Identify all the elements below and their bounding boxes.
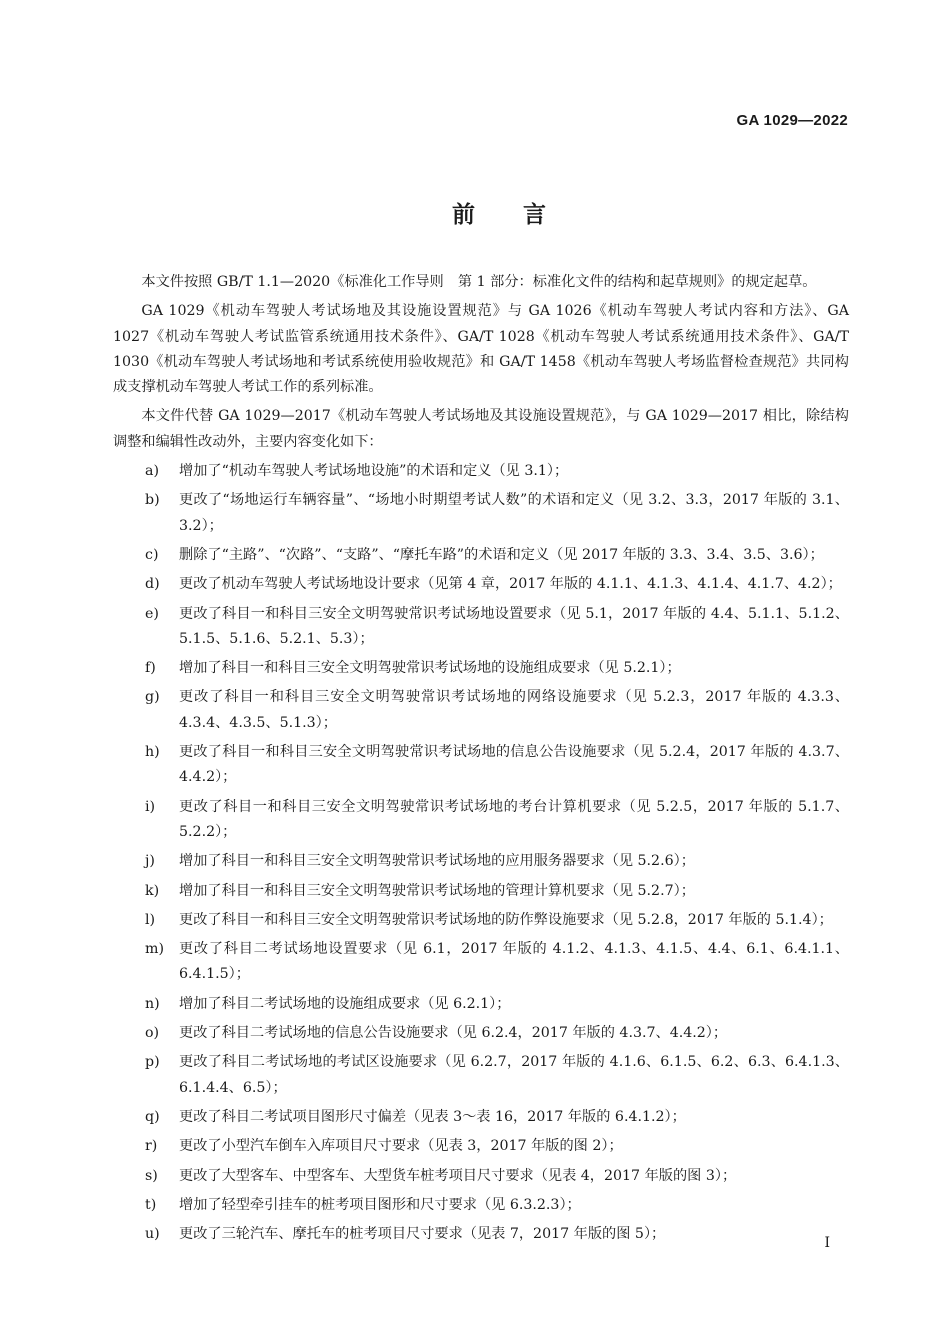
list-item-text: 更改了科目二考试项目图形尺寸偏差（见表 3～表 16，2017 年版的 6.4.1.2）； bbox=[179, 1108, 686, 1125]
list-item-text: 更改了科目一和科目三安全文明驾驶常识考试场地的考台计算机要求（见 5.2.5，2017 年版的 5.1.7、5.2.2）； bbox=[179, 798, 849, 840]
list-item-text: 更改了科目一和科目三安全文明驾驶常识考试场地的防作弊设施要求（见 5.2.8，2017 年版的 5.1.4）； bbox=[179, 911, 833, 928]
list-item-marker: r) bbox=[145, 1138, 158, 1155]
list-item-text: 更改了科目一和科目三安全文明驾驶常识考试场地设置要求（见 5.1，2017 年版的 4.4、5.1.1、5.1.2、5.1.5、5.1.6、5.2.1、5.3）； bbox=[179, 605, 849, 647]
list-item-text: 增加了轻型牵引挂车的桩考项目图形和尺寸要求（见 6.3.2.3）； bbox=[179, 1196, 581, 1213]
list-item-marker: p) bbox=[145, 1054, 160, 1071]
list-item-text: 更改了三轮汽车、摩托车的桩考项目尺寸要求（见表 7，2017 年版的图 5）； bbox=[179, 1226, 666, 1243]
list-item-text: 更改了科目二考试场地设置要求（见 6.1，2017 年版的 4.1.2、4.1.3、4.1.5、4.4、6.1、6.4.1.1、6.4.1.5）； bbox=[179, 941, 849, 983]
list-item-text: 增加了科目一和科目三安全文明驾驶常识考试场地的应用服务器要求（见 5.2.6）； bbox=[179, 853, 695, 870]
list-item-marker: k) bbox=[145, 882, 160, 899]
list-item bbox=[113, 685, 849, 736]
list-item bbox=[113, 1164, 849, 1189]
list-item bbox=[113, 937, 849, 988]
list-item-text: 增加了科目一和科目三安全文明驾驶常识考试场地的设施组成要求（见 5.2.1）； bbox=[179, 660, 681, 677]
list-item-text: 更改了科目二考试场地的信息公告设施要求（见 6.2.4，2017 年版的 4.3.7、4.4.2）； bbox=[179, 1025, 728, 1042]
list-item-text: 增加了科目一和科目三安全文明驾驶常识考试场地的管理计算机要求（见 5.2.7）； bbox=[179, 882, 695, 899]
list-item bbox=[113, 849, 849, 874]
list-item-marker: g) bbox=[145, 689, 160, 706]
list-item-marker: f) bbox=[145, 660, 156, 677]
list-item-marker: n) bbox=[145, 995, 160, 1012]
page-title: 前言 bbox=[452, 202, 594, 228]
list-item-marker: t) bbox=[145, 1196, 157, 1213]
list-item-text: 更改了科目一和科目三安全文明驾驶常识考试场地的信息公告设施要求（见 5.2.4，2017 年版的 4.3.7、4.4.2）； bbox=[179, 744, 849, 786]
list-item-marker: o) bbox=[145, 1025, 160, 1042]
list-item-marker: u) bbox=[145, 1226, 160, 1243]
list-item bbox=[113, 1222, 849, 1247]
foreword-body bbox=[113, 270, 849, 1251]
list-item-marker: j) bbox=[145, 853, 155, 870]
list-item-text: 更改了小型汽车倒车入库项目尺寸要求（见表 3，2017 年版的图 2）； bbox=[179, 1138, 623, 1155]
change-list bbox=[113, 459, 849, 1247]
list-item bbox=[113, 459, 849, 484]
list-item bbox=[113, 1134, 849, 1159]
list-item-text: 更改了科目二考试场地的考试区设施要求（见 6.2.7，2017 年版的 4.1.6、6.1.5、6.2、6.3、6.4.1.3、6.1.4.4、6.5）； bbox=[179, 1054, 849, 1096]
list-item bbox=[113, 488, 849, 539]
list-item-marker: e) bbox=[145, 605, 159, 622]
list-item-marker: h) bbox=[145, 744, 160, 761]
list-item bbox=[113, 1050, 849, 1101]
list-item-marker: l) bbox=[145, 911, 156, 928]
list-item bbox=[113, 740, 849, 791]
list-item-marker: m) bbox=[145, 941, 164, 958]
list-item-marker: i) bbox=[145, 798, 156, 815]
document-code: GA 1029—2022 bbox=[736, 112, 848, 129]
list-item-text: 更改了机动车驾驶人考试场地设计要求（见第 4 章，2017 年版的 4.1.1、4.1.3、4.1.4、4.1.7、4.2）； bbox=[179, 576, 842, 593]
list-item bbox=[113, 908, 849, 933]
paragraph-replacement: 本文件代替 GA 1029—2017《机动车驾驶人考试场地及其设施设置规范》，与 GA 1029—2017 相比，除结构调整和编辑性改动外，主要内容变化如下： bbox=[113, 408, 849, 450]
list-item bbox=[113, 992, 849, 1017]
list-item-text: 增加了“机动车驾驶人考试场地设施”的术语和定义（见 3.1）； bbox=[179, 463, 569, 480]
list-item-marker: d) bbox=[145, 576, 160, 593]
list-item-marker: q) bbox=[145, 1108, 160, 1125]
list-item-text: 删除了“主路”、“次路”、“支路”、“摩托车路”的术语和定义（见 2017 年版的 3.3、3.4、3.5、3.6）； bbox=[179, 546, 824, 563]
list-item bbox=[113, 879, 849, 904]
list-item-text: 更改了科目一和科目三安全文明驾驶常识考试场地的网络设施要求（见 5.2.3，2017 年版的 4.3.3、4.3.4、4.3.5、5.1.3）； bbox=[179, 689, 849, 731]
list-item bbox=[113, 1021, 849, 1046]
list-item bbox=[113, 795, 849, 846]
page-number: I bbox=[824, 1235, 830, 1251]
list-item bbox=[113, 656, 849, 681]
list-item bbox=[113, 1193, 849, 1218]
list-item-text: 增加了科目二考试场地的设施组成要求（见 6.2.1）； bbox=[179, 995, 511, 1012]
list-item bbox=[113, 1105, 849, 1130]
list-item-marker: c) bbox=[145, 546, 159, 563]
paragraph-drafting-rule: 本文件按照 GB/T 1.1—2020《标准化工作导则 第 1 部分：标准化文件的结构和起草规则》的规定起草。 bbox=[141, 274, 817, 290]
list-item-text: 更改了“场地运行车辆容量”、“场地小时期望考试人数”的术语和定义（见 3.2、3.3，2017 年版的 3.1、3.2）； bbox=[179, 492, 849, 534]
list-item-marker: s) bbox=[145, 1167, 158, 1184]
list-item bbox=[113, 572, 849, 597]
list-item bbox=[113, 602, 849, 653]
list-item-marker: a) bbox=[145, 463, 159, 480]
paragraph-series-standards: GA 1029《机动车驾驶人考试场地及其设施设置规范》与 GA 1026《机动车驾驶人考试内容和方法》、GA 1027《机动车驾驶人考试监管系统通用技术条件》、GA/T 1028《机动车驾驶人考试系统通用技术条件》、GA/T 1030《机动车驾驶人考试场地和考试系统使用验收规范》和 GA/T 1458《机动车驾驶人考场监督检查规范》共同构成支撑机动车驾驶人考试工作的系列标准。 bbox=[113, 303, 849, 396]
list-item bbox=[113, 543, 849, 568]
list-item-text: 更改了大型客车、中型客车、大型货车桩考项目尺寸要求（见表 4，2017 年版的图 3）； bbox=[179, 1167, 737, 1184]
list-item-marker: b) bbox=[145, 492, 160, 509]
